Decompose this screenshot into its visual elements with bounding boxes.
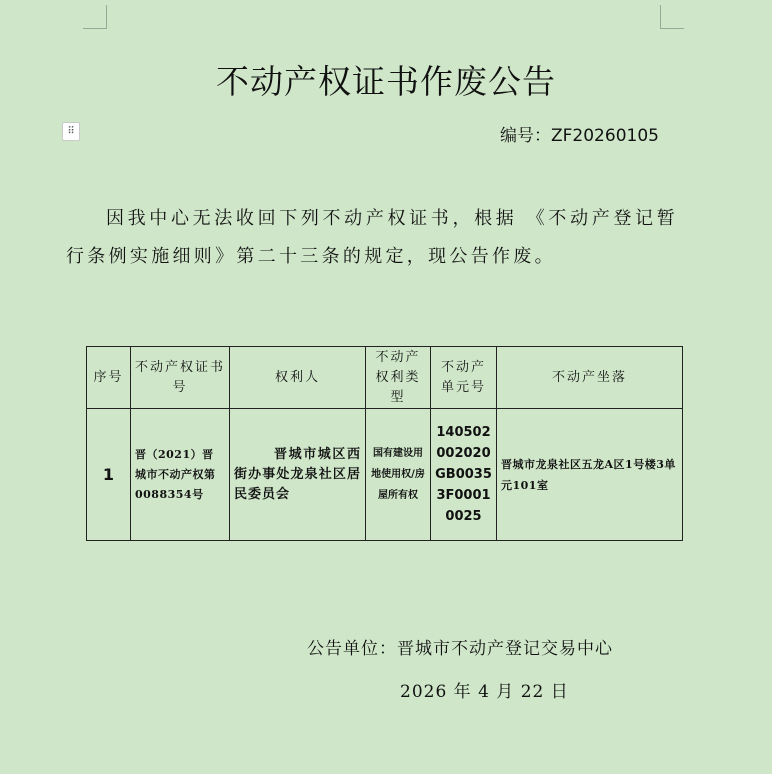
cell-cert-no: 晋（2021）晋城市不动产权第0088354号 xyxy=(131,409,230,541)
cell-right-type: 国有建设用地使用权/房屋所有权 xyxy=(366,409,431,541)
header-cert-no: 不动产权证书号 xyxy=(131,347,230,409)
cell-owner: 晋城市城区西街办事处龙泉社区居民委员会 xyxy=(230,409,366,541)
header-unit-no: 不动产单元号 xyxy=(431,347,497,409)
page-title: 不动产权证书作废公告 xyxy=(216,62,556,101)
header-location: 不动产坐落 xyxy=(497,347,683,409)
move-grid-icon[interactable]: ⠿ xyxy=(62,122,80,141)
header-seq: 序号 xyxy=(87,347,131,409)
table-row xyxy=(87,409,683,541)
page-corner-mark-right xyxy=(660,5,684,29)
table-header-row xyxy=(87,347,683,409)
page-corner-mark-left xyxy=(83,5,107,29)
header-owner: 权利人 xyxy=(230,347,366,409)
document-number: 编号：ZF20260105 xyxy=(500,126,659,146)
cell-unit-no: 140502002020GB00353F00010025 xyxy=(431,409,497,541)
issue-date: 2026 年 4 月 22 日 xyxy=(400,682,569,702)
header-right-type: 不动产权利类型 xyxy=(366,347,431,409)
announcement-paragraph: 因我中心无法收回下列不动产权证书，根据 《不动产登记暂行条例实施细则》第二十三条的规定，现公告作废。 xyxy=(66,208,678,267)
issuer-line: 公告单位：晋城市不动产登记交易中心 xyxy=(307,639,613,659)
cell-location: 晋城市龙泉社区五龙A区1号楼3单元101室 xyxy=(497,409,683,541)
certificate-table xyxy=(86,346,683,541)
cell-seq: 1 xyxy=(87,409,131,541)
